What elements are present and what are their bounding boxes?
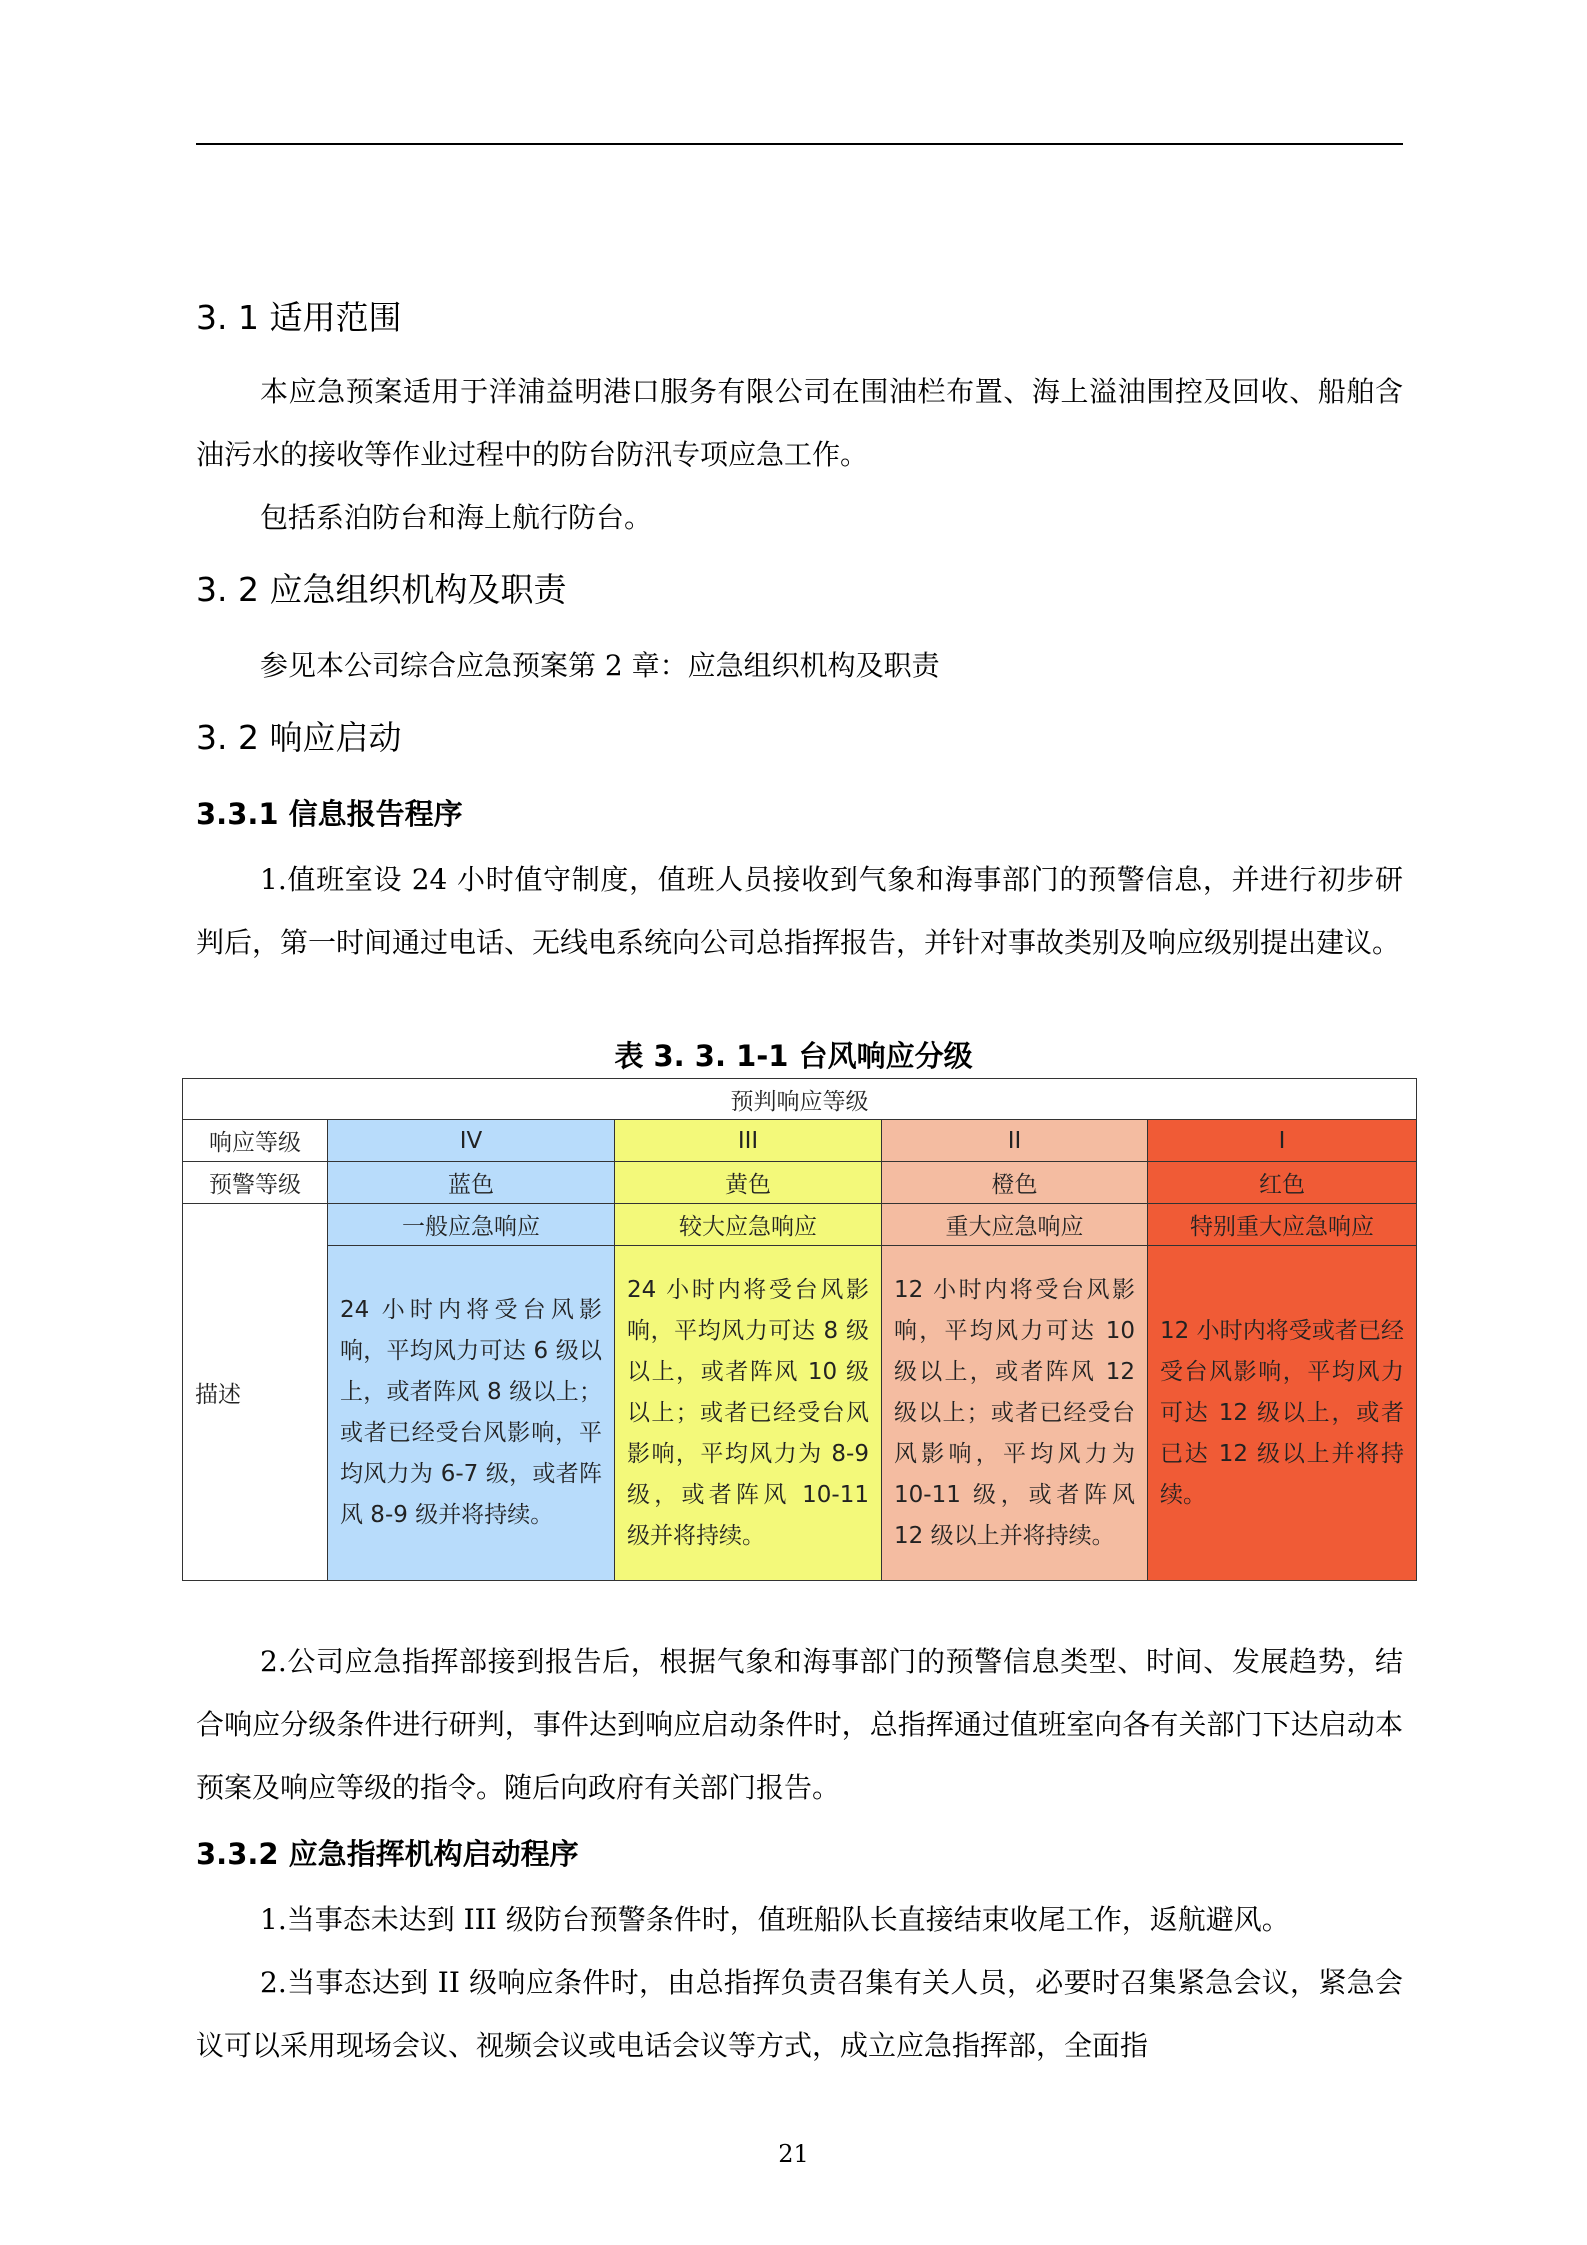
description-cell-ii bbox=[882, 1246, 1148, 1581]
description-text-i: 12 小时内将受或者已经受台风影响，平均风力可达 12 级以上，或者已达 12 级以上并将持续。 bbox=[1160, 1317, 1405, 1508]
heading-3-3-1: 3.3.1 信息报告程序 bbox=[196, 797, 463, 831]
table-header-row bbox=[183, 1079, 1417, 1120]
level-cell-iv: IV bbox=[328, 1120, 615, 1162]
paragraph-command-2: 2.当事态达到 II 级响应条件时，由总指挥负责召集有关人员，必要时召集紧急会议，紧急会议可以采用现场会议、视频会议或电话会议等方式，成立应急指挥部，全面指 bbox=[196, 1966, 1403, 2062]
heading-3-2-response: 3. 2 响应启动 bbox=[196, 718, 402, 757]
row-label-description: 描述 bbox=[183, 1204, 328, 1581]
response-name-general: 一般应急响应 bbox=[328, 1204, 615, 1246]
paragraph-command-1: 1.当事态未达到 III 级防台预警条件时，值班船队长直接结束收尾工作，返航避风。 bbox=[260, 1903, 1290, 1936]
response-name-extraordinary: 特别重大应急响应 bbox=[1148, 1204, 1417, 1246]
warning-cell-red: 红色 bbox=[1148, 1162, 1417, 1204]
page-number: 21 bbox=[778, 2140, 809, 2168]
table-row-response-name bbox=[183, 1204, 1417, 1246]
response-name-serious: 重大应急响应 bbox=[882, 1204, 1148, 1246]
description-cell-iv bbox=[328, 1246, 615, 1581]
heading-3-2-organization: 3. 2 应急组织机构及职责 bbox=[196, 570, 567, 609]
table-row-level bbox=[183, 1120, 1417, 1162]
description-cell-i bbox=[1148, 1246, 1417, 1581]
description-text-ii: 12 小时内将受台风影响，平均风力可达 10 级以上，或者阵风 12 级以上；或者已经受台风影响，平均风力为 10-11 级，或者阵风 12 级以上并将持续。 bbox=[894, 1276, 1135, 1549]
table-header: 预判响应等级 bbox=[183, 1079, 1417, 1120]
level-cell-iii: III bbox=[615, 1120, 882, 1162]
paragraph-organization-ref: 参见本公司综合应急预案第 2 章：应急组织机构及职责 bbox=[260, 649, 940, 682]
paragraph-scope: 本应急预案适用于洋浦益明港口服务有限公司在围油栏布置、海上溢油围控及回收、船舶含油污水的接收等作业过程中的防台防汛专项应急工作。 bbox=[196, 375, 1403, 471]
table-row-description bbox=[183, 1246, 1417, 1581]
row-label-level: 响应等级 bbox=[183, 1120, 328, 1162]
table-row-warning bbox=[183, 1162, 1417, 1204]
paragraph-report-2: 2.公司应急指挥部接到报告后，根据气象和海事部门的预警信息类型、时间、发展趋势，结合响应分级条件进行研判，事件达到响应启动条件时，总指挥通过值班室向各有关部门下达启动本预案及响应等级的指令。随后向政府有关部门报告。 bbox=[196, 1645, 1403, 1804]
heading-3-1: 3. 1 适用范围 bbox=[196, 298, 402, 337]
paragraph-scope-include: 包括系泊防台和海上航行防台。 bbox=[260, 501, 653, 534]
paragraph-report-1: 1.值班室设 24 小时值守制度，值班人员接收到气象和海事部门的预警信息，并进行初步研判后，第一时间通过电话、无线电系统向公司总指挥报告，并针对事故类别及响应级别提出建议。 bbox=[196, 863, 1403, 959]
level-cell-ii: II bbox=[882, 1120, 1148, 1162]
description-cell-iii bbox=[615, 1246, 882, 1581]
level-cell-i: I bbox=[1148, 1120, 1417, 1162]
description-text-iv: 24 小时内将受台风影响，平均风力可达 6 级以上，或者阵风 8 级以上；或者已经受台风影响，平均风力为 6-7 级，或者阵风 8-9 级并将持续。 bbox=[340, 1297, 602, 1528]
response-name-major: 较大应急响应 bbox=[615, 1204, 882, 1246]
warning-cell-blue: 蓝色 bbox=[328, 1162, 615, 1204]
warning-cell-orange: 橙色 bbox=[882, 1162, 1148, 1204]
table-caption: 表 3. 3. 1-1 台风响应分级 bbox=[614, 1039, 973, 1073]
warning-cell-yellow: 黄色 bbox=[615, 1162, 882, 1204]
row-label-warning: 预警等级 bbox=[183, 1162, 328, 1204]
header-rule bbox=[196, 143, 1403, 145]
description-text-iii: 24 小时内将受台风影响，平均风力可达 8 级以上，或者阵风 10 级以上；或者已经受台风影响，平均风力为 8-9 级，或者阵风 10-11 级并将持续。 bbox=[627, 1276, 869, 1549]
typhoon-response-table bbox=[182, 1078, 1417, 1581]
heading-3-3-2: 3.3.2 应急指挥机构启动程序 bbox=[196, 1837, 579, 1871]
